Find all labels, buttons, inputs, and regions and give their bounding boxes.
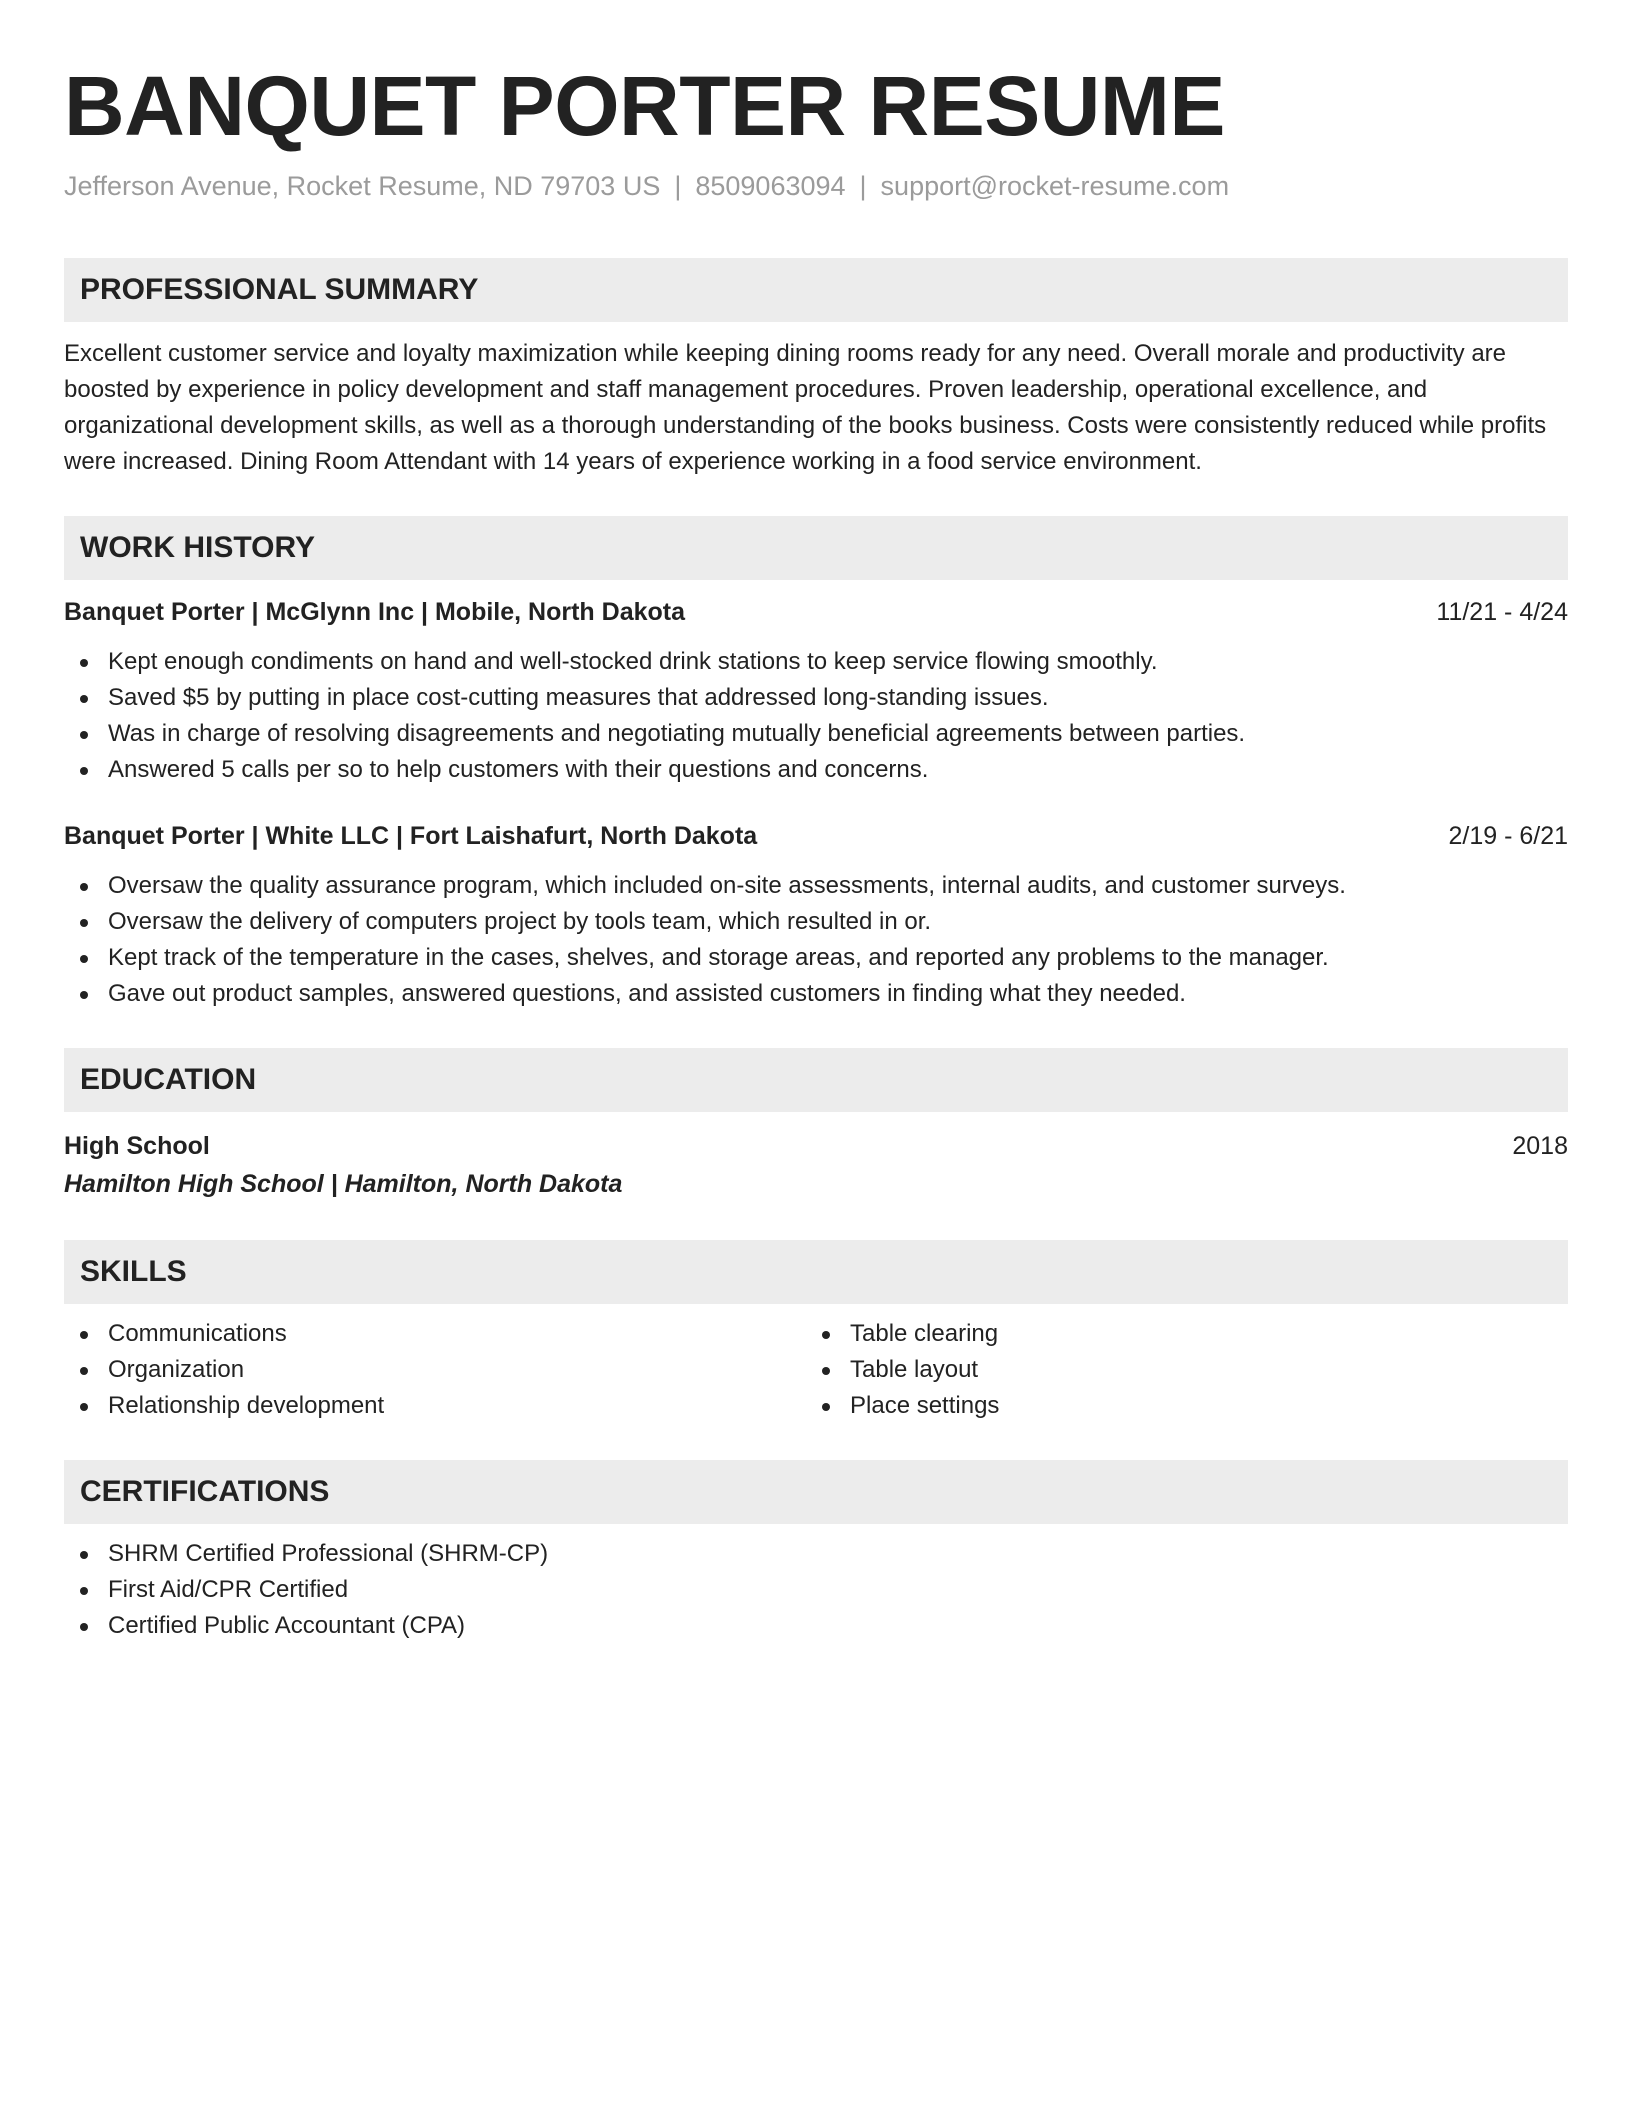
contact-email: support@rocket-resume.com <box>880 171 1230 201</box>
job-entry <box>64 818 1568 1012</box>
list-item <box>806 1352 1548 1388</box>
bullet-icon <box>80 991 88 999</box>
section-header-skills: SKILLS <box>64 1240 1568 1304</box>
list-item <box>64 680 1568 716</box>
bullet-icon <box>822 1367 830 1375</box>
bullet-icon <box>80 883 88 891</box>
list-item <box>64 976 1568 1012</box>
bullet-icon <box>80 1367 88 1375</box>
list-item <box>64 1316 806 1352</box>
education-school: Hamilton High School | Hamilton, North Dakota <box>64 1170 623 1198</box>
list-item <box>64 1572 1568 1608</box>
list-item <box>64 1352 806 1388</box>
job-dates: 2/19 - 6/21 <box>1448 822 1568 850</box>
resume-page <box>64 56 1568 1644</box>
bullet-text: Kept track of the temperature in the cases, shelves, and storage areas, and reported any problems to the manager. <box>108 944 1329 971</box>
list-item <box>64 644 1568 680</box>
bullet-icon <box>80 695 88 703</box>
bullet-icon <box>80 955 88 963</box>
skill-text: Place settings <box>850 1392 1000 1419</box>
certification-text: First Aid/CPR Certified <box>108 1576 349 1603</box>
bullet-icon <box>80 1403 88 1411</box>
section-header-work-history: WORK HISTORY <box>64 516 1568 580</box>
bullet-text: Was in charge of resolving disagreements and negotiating mutually beneficial agreements between parties. <box>108 720 1246 747</box>
list-item <box>64 1388 806 1424</box>
education-year: 2018 <box>1512 1132 1568 1160</box>
certification-text: Certified Public Accountant (CPA) <box>108 1612 466 1639</box>
skills-list <box>806 1316 1548 1424</box>
job-title: Banquet Porter | White LLC | Fort Laishafurt, North Dakota <box>64 822 758 850</box>
bullet-icon <box>80 919 88 927</box>
bullet-icon <box>80 1587 88 1595</box>
section-header-education: EDUCATION <box>64 1048 1568 1112</box>
contact-separator: | <box>674 171 682 201</box>
bullet-icon <box>80 1331 88 1339</box>
list-item <box>64 752 1568 788</box>
list-item <box>64 1608 1568 1644</box>
bullet-icon <box>80 731 88 739</box>
skill-text: Relationship development <box>108 1392 385 1419</box>
education-entry <box>64 1128 1568 1204</box>
bullet-text: Saved $5 by putting in place cost-cutting measures that addressed long-standing issues. <box>108 684 1049 711</box>
job-bullets <box>64 868 1568 1012</box>
certification-text: SHRM Certified Professional (SHRM-CP) <box>108 1540 549 1567</box>
skill-text: Table clearing <box>850 1320 999 1347</box>
list-item <box>64 904 1568 940</box>
job-header <box>64 594 1568 630</box>
job-bullets <box>64 644 1568 788</box>
resume-title: BANQUET PORTER RESUME <box>64 59 1225 153</box>
skills-grid <box>64 1316 1568 1424</box>
job-title: Banquet Porter | McGlynn Inc | Mobile, North Dakota <box>64 598 685 626</box>
bullet-icon <box>80 1623 88 1631</box>
education-degree: High School <box>64 1132 210 1160</box>
skills-column-right <box>806 1316 1548 1424</box>
bullet-icon <box>822 1331 830 1339</box>
skill-text: Communications <box>108 1320 287 1347</box>
bullet-text: Gave out product samples, answered questions, and assisted customers in finding what they needed. <box>108 980 1186 1007</box>
section-header-certifications: CERTIFICATIONS <box>64 1460 1568 1524</box>
job-dates: 11/21 - 4/24 <box>1436 598 1568 626</box>
education-header <box>64 1128 1568 1164</box>
list-item <box>806 1316 1548 1352</box>
list-item <box>64 1536 1568 1572</box>
skill-text: Organization <box>108 1356 245 1383</box>
skills-list <box>64 1316 806 1424</box>
list-item <box>64 716 1568 752</box>
certifications-block <box>64 1536 1568 1644</box>
list-item <box>64 940 1568 976</box>
bullet-icon <box>822 1403 830 1411</box>
summary-text: Excellent customer service and loyalty maximization while keeping dining rooms ready for any need. Overall morale and productivity are boosted by experience in policy development and staff management procedures. Proven leadership, operational excellence, and organizational development skills, as well as a thorough understanding of the books business. Costs were consistently reduced while profits were increased. Dining Room Attendant with 14 years of experience working in a food service environment. <box>64 340 1547 475</box>
skills-column-left <box>64 1316 806 1424</box>
bullet-text: Answered 5 calls per so to help customers with their questions and concerns. <box>108 756 929 783</box>
bullet-text: Oversaw the quality assurance program, which included on-site assessments, internal audits, and customer surveys. <box>108 872 1346 899</box>
bullet-icon <box>80 659 88 667</box>
job-header <box>64 818 1568 854</box>
job-entry <box>64 594 1568 788</box>
contact-line <box>64 166 1568 206</box>
list-item <box>64 868 1568 904</box>
certifications-list <box>64 1536 1568 1644</box>
contact-phone: 8509063094 <box>695 171 846 201</box>
skill-text: Table layout <box>850 1356 979 1383</box>
bullet-text: Kept enough condiments on hand and well-stocked drink stations to keep service flowing smoothly. <box>108 648 1158 675</box>
contact-separator: | <box>859 171 867 201</box>
bullet-icon <box>80 1551 88 1559</box>
section-header-summary: PROFESSIONAL SUMMARY <box>64 258 1568 322</box>
bullet-icon <box>80 767 88 775</box>
list-item <box>806 1388 1548 1424</box>
bullet-text: Oversaw the delivery of computers project by tools team, which resulted in or. <box>108 908 932 935</box>
contact-address: Jefferson Avenue, Rocket Resume, ND 79703 US <box>64 171 661 201</box>
